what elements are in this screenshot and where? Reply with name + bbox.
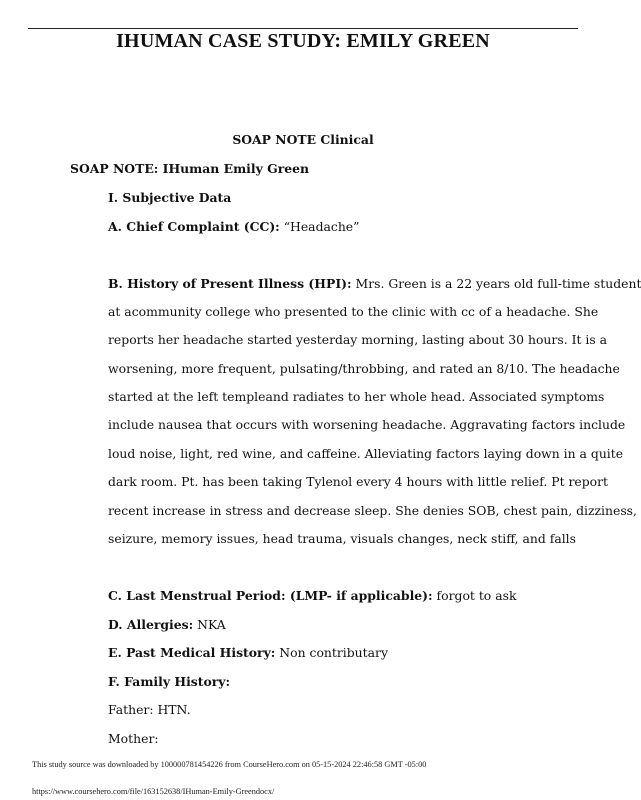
chief-complaint-label: A. Chief Complaint (CC): [108, 219, 280, 234]
note-heading: SOAP NOTE: IHuman Emily Green [70, 161, 309, 176]
allergies [108, 617, 226, 633]
family-history-label: F. Family History: [108, 674, 231, 689]
pmh-value: Non contributary [275, 645, 388, 660]
chief-complaint-value: “Headache” [279, 219, 360, 234]
hpi-line: loud noise, light, red wine, and caffeine. Alleviating factors laying down in a quite [108, 446, 624, 461]
document-subtitle: SOAP NOTE Clinical [232, 132, 374, 147]
pmh-label: E. Past Medical History: [108, 645, 276, 660]
hpi-line: at acommunity college who presented to the clinic with cc of a headache. She [108, 304, 599, 319]
past-medical-history [108, 645, 388, 661]
lmp-value: forgot to ask [432, 588, 517, 603]
hpi-line: seizure, memory issues, head trauma, visuals changes, neck stiff, and falls [108, 531, 577, 546]
hpi-line [108, 276, 641, 292]
document-title: IHUMAN CASE STUDY: EMILY GREEN [116, 30, 490, 52]
chief-complaint [108, 219, 359, 235]
download-notice: This study source was downloaded by 100000781454226 from CourseHero.com on 05-15-2024 22:46:58 GMT -05:00 [32, 760, 427, 769]
hpi-line: started at the left templeand radiates to her whole head. Associated symptoms [108, 389, 605, 404]
lmp [108, 588, 516, 604]
hpi-line: dark room. Pt. has been taking Tylenol every 4 hours with little relief. Pt report [108, 474, 609, 489]
hpi-label: B. History of Present Illness (HPI): [108, 276, 352, 291]
section-subjective: I. Subjective Data [108, 190, 232, 205]
source-url[interactable]: https://www.coursehero.com/file/163152638/IHuman-Emily-Greendocx/ [32, 787, 275, 796]
hpi-text: Mrs. Green is a 22 years old full-time student [351, 276, 641, 291]
family-history-mother: Mother: [108, 731, 159, 746]
lmp-label: C. Last Menstrual Period: (LMP- if applicable): [108, 588, 433, 603]
hpi-line: recent increase in stress and decrease sleep. She denies SOB, chest pain, dizziness, [108, 503, 637, 518]
allergies-value: NKA [193, 617, 226, 632]
hpi-line: reports her headache started yesterday morning, lasting about 30 hours. It is a [108, 332, 608, 347]
allergies-label: D. Allergies: [108, 617, 194, 632]
hpi-line: worsening, more frequent, pulsating/throbbing, and rated an 8/10. The headache [108, 361, 620, 376]
top-rule [28, 28, 578, 29]
hpi-line: include nausea that occurs with worsening headache. Aggravating factors include [108, 417, 626, 432]
family-history-father: Father: HTN. [108, 702, 191, 717]
